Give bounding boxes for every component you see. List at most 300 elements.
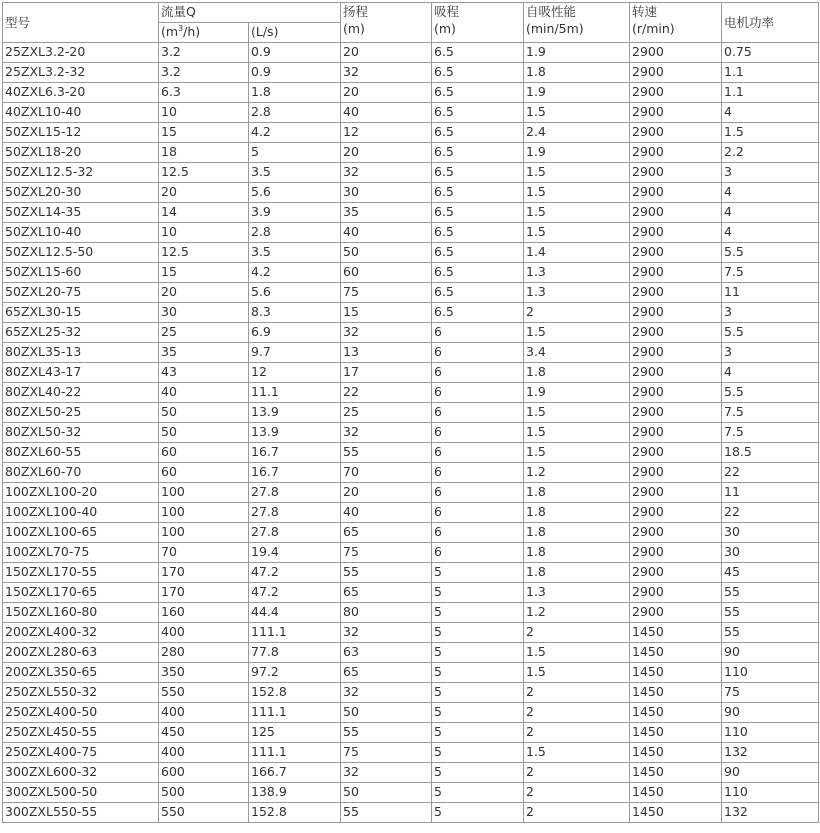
table-row <box>3 243 819 263</box>
cell-self-priming: 2 <box>524 763 630 783</box>
cell-head: 15 <box>341 303 432 323</box>
cell-suction: 6 <box>432 503 524 523</box>
table-row <box>3 783 819 803</box>
cell-model: 250ZXL400-50 <box>3 703 159 723</box>
cell-motor-power: 132 <box>722 743 819 763</box>
cell-self-priming: 1.5 <box>524 743 630 763</box>
cell-speed: 2900 <box>630 83 722 103</box>
cell-self-priming: 1.8 <box>524 563 630 583</box>
table-row <box>3 403 819 423</box>
table-row <box>3 163 819 183</box>
cell-flow-ls: 8.3 <box>249 303 341 323</box>
table-row <box>3 723 819 743</box>
cell-model: 80ZXL43-17 <box>3 363 159 383</box>
cell-head: 20 <box>341 83 432 103</box>
cell-self-priming: 1.8 <box>524 523 630 543</box>
table-row <box>3 443 819 463</box>
cell-motor-power: 2.2 <box>722 143 819 163</box>
cell-head: 65 <box>341 583 432 603</box>
cell-self-priming: 1.5 <box>524 423 630 443</box>
cell-model: 50ZXL15-12 <box>3 123 159 143</box>
cell-motor-power: 90 <box>722 763 819 783</box>
table-row <box>3 603 819 623</box>
cell-flow-ls: 4.2 <box>249 263 341 283</box>
cell-suction: 5 <box>432 643 524 663</box>
cell-flow-m3h: 18 <box>159 143 249 163</box>
cell-flow-m3h: 280 <box>159 643 249 663</box>
cell-speed: 2900 <box>630 43 722 63</box>
cell-suction: 6.5 <box>432 163 524 183</box>
cell-model: 150ZXL160-80 <box>3 603 159 623</box>
cell-speed: 2900 <box>630 363 722 383</box>
cell-head: 13 <box>341 343 432 363</box>
cell-head: 55 <box>341 803 432 823</box>
cell-model: 300ZXL600-32 <box>3 763 159 783</box>
cell-motor-power: 1.5 <box>722 123 819 143</box>
table-row <box>3 283 819 303</box>
cell-model: 25ZXL3.2-20 <box>3 43 159 63</box>
cell-self-priming: 2 <box>524 783 630 803</box>
cell-model: 40ZXL6.3-20 <box>3 83 159 103</box>
cell-flow-m3h: 170 <box>159 563 249 583</box>
cell-motor-power: 3 <box>722 163 819 183</box>
cell-suction: 6.5 <box>432 223 524 243</box>
cell-flow-m3h: 35 <box>159 343 249 363</box>
cell-speed: 2900 <box>630 183 722 203</box>
cell-suction: 5 <box>432 623 524 643</box>
cell-flow-m3h: 6.3 <box>159 83 249 103</box>
cell-speed: 2900 <box>630 223 722 243</box>
table-row <box>3 143 819 163</box>
table-row <box>3 803 819 823</box>
cell-self-priming: 1.5 <box>524 103 630 123</box>
cell-flow-ls: 138.9 <box>249 783 341 803</box>
cell-speed: 2900 <box>630 323 722 343</box>
cell-suction: 5 <box>432 803 524 823</box>
cell-speed: 1450 <box>630 783 722 803</box>
cell-flow-ls: 125 <box>249 723 341 743</box>
cell-flow-ls: 111.1 <box>249 743 341 763</box>
cell-suction: 5 <box>432 723 524 743</box>
cell-self-priming: 1.9 <box>524 43 630 63</box>
cell-self-priming: 1.9 <box>524 83 630 103</box>
cell-flow-m3h: 12.5 <box>159 163 249 183</box>
cell-self-priming: 2 <box>524 623 630 643</box>
cell-head: 35 <box>341 203 432 223</box>
cell-suction: 6.5 <box>432 83 524 103</box>
cell-motor-power: 90 <box>722 643 819 663</box>
header-head: 扬程 (m) <box>341 3 432 43</box>
cell-flow-ls: 5.6 <box>249 183 341 203</box>
cell-flow-ls: 111.1 <box>249 703 341 723</box>
table-row <box>3 563 819 583</box>
cell-self-priming: 1.5 <box>524 183 630 203</box>
table-row <box>3 203 819 223</box>
table-row <box>3 703 819 723</box>
cell-speed: 2900 <box>630 203 722 223</box>
cell-suction: 5 <box>432 783 524 803</box>
cell-flow-m3h: 30 <box>159 303 249 323</box>
header-flow: 流量Q <box>159 3 341 23</box>
cell-model: 200ZXL400-32 <box>3 623 159 643</box>
cell-suction: 6.5 <box>432 183 524 203</box>
cell-speed: 2900 <box>630 63 722 83</box>
table-row <box>3 123 819 143</box>
cell-speed: 1450 <box>630 743 722 763</box>
cell-model: 250ZXL550-32 <box>3 683 159 703</box>
cell-motor-power: 7.5 <box>722 263 819 283</box>
cell-self-priming: 2 <box>524 803 630 823</box>
cell-motor-power: 4 <box>722 103 819 123</box>
cell-head: 50 <box>341 243 432 263</box>
cell-suction: 6.5 <box>432 43 524 63</box>
cell-speed: 1450 <box>630 663 722 683</box>
cell-model: 250ZXL400-75 <box>3 743 159 763</box>
cell-suction: 6 <box>432 383 524 403</box>
cell-model: 40ZXL10-40 <box>3 103 159 123</box>
cell-head: 22 <box>341 383 432 403</box>
cell-speed: 2900 <box>630 163 722 183</box>
cell-speed: 2900 <box>630 283 722 303</box>
cell-flow-ls: 3.5 <box>249 163 341 183</box>
cell-flow-m3h: 170 <box>159 583 249 603</box>
cell-flow-m3h: 600 <box>159 763 249 783</box>
cell-motor-power: 18.5 <box>722 443 819 463</box>
cell-self-priming: 1.5 <box>524 443 630 463</box>
cell-flow-ls: 16.7 <box>249 463 341 483</box>
table-row <box>3 623 819 643</box>
cell-model: 50ZXL12.5-50 <box>3 243 159 263</box>
cell-model: 100ZXL100-65 <box>3 523 159 543</box>
table-row <box>3 423 819 443</box>
header-speed: 转速 (r/min) <box>630 3 722 43</box>
cell-self-priming: 2 <box>524 303 630 323</box>
cell-head: 20 <box>341 143 432 163</box>
cell-motor-power: 4 <box>722 203 819 223</box>
cell-suction: 6 <box>432 343 524 363</box>
cell-model: 50ZXL15-60 <box>3 263 159 283</box>
cell-head: 32 <box>341 623 432 643</box>
cell-flow-ls: 0.9 <box>249 63 341 83</box>
cell-motor-power: 0.75 <box>722 43 819 63</box>
cell-speed: 2900 <box>630 103 722 123</box>
cell-motor-power: 5.5 <box>722 383 819 403</box>
cell-speed: 2900 <box>630 403 722 423</box>
cell-suction: 6.5 <box>432 123 524 143</box>
cell-flow-m3h: 14 <box>159 203 249 223</box>
cell-head: 17 <box>341 363 432 383</box>
cell-flow-m3h: 550 <box>159 683 249 703</box>
cell-flow-ls: 1.8 <box>249 83 341 103</box>
cell-speed: 2900 <box>630 423 722 443</box>
cell-flow-ls: 47.2 <box>249 563 341 583</box>
cell-self-priming: 2 <box>524 683 630 703</box>
cell-flow-ls: 152.8 <box>249 803 341 823</box>
cell-flow-m3h: 20 <box>159 183 249 203</box>
table-row <box>3 463 819 483</box>
cell-head: 32 <box>341 763 432 783</box>
cell-self-priming: 2 <box>524 703 630 723</box>
cell-flow-ls: 12 <box>249 363 341 383</box>
cell-self-priming: 1.8 <box>524 63 630 83</box>
cell-flow-m3h: 15 <box>159 263 249 283</box>
table-row <box>3 263 819 283</box>
cell-suction: 6.5 <box>432 283 524 303</box>
cell-head: 63 <box>341 643 432 663</box>
cell-head: 80 <box>341 603 432 623</box>
cell-head: 25 <box>341 403 432 423</box>
cell-speed: 2900 <box>630 123 722 143</box>
header-self-priming: 自吸性能 (min/5m) <box>524 3 630 43</box>
cell-self-priming: 1.8 <box>524 483 630 503</box>
cell-motor-power: 3 <box>722 303 819 323</box>
cell-flow-ls: 111.1 <box>249 623 341 643</box>
cell-suction: 6 <box>432 323 524 343</box>
cell-self-priming: 1.8 <box>524 543 630 563</box>
cell-flow-m3h: 400 <box>159 623 249 643</box>
cell-suction: 6 <box>432 463 524 483</box>
table-row <box>3 83 819 103</box>
cell-model: 250ZXL450-55 <box>3 723 159 743</box>
cell-self-priming: 1.8 <box>524 503 630 523</box>
cell-self-priming: 1.2 <box>524 463 630 483</box>
cell-motor-power: 7.5 <box>722 403 819 423</box>
cell-motor-power: 1.1 <box>722 63 819 83</box>
cell-self-priming: 1.5 <box>524 203 630 223</box>
table-row <box>3 363 819 383</box>
cell-speed: 2900 <box>630 503 722 523</box>
cell-flow-m3h: 12.5 <box>159 243 249 263</box>
cell-model: 50ZXL20-75 <box>3 283 159 303</box>
cell-model: 50ZXL12.5-32 <box>3 163 159 183</box>
header-flow-m3h: $(m^3/h)$ <box>159 23 249 43</box>
cell-speed: 2900 <box>630 603 722 623</box>
cell-suction: 5 <box>432 563 524 583</box>
cell-flow-m3h: 160 <box>159 603 249 623</box>
cell-model: 100ZXL100-20 <box>3 483 159 503</box>
cell-model: 80ZXL50-32 <box>3 423 159 443</box>
table-row <box>3 183 819 203</box>
table-body <box>3 43 819 823</box>
cell-flow-m3h: 20 <box>159 283 249 303</box>
cell-model: 300ZXL500-50 <box>3 783 159 803</box>
cell-speed: 2900 <box>630 243 722 263</box>
cell-model: 50ZXL10-40 <box>3 223 159 243</box>
cell-head: 40 <box>341 223 432 243</box>
cell-model: 80ZXL60-70 <box>3 463 159 483</box>
cell-model: 100ZXL100-40 <box>3 503 159 523</box>
cell-motor-power: 5.5 <box>722 243 819 263</box>
table-header <box>3 3 819 43</box>
cell-suction: 5 <box>432 763 524 783</box>
cell-motor-power: 30 <box>722 523 819 543</box>
cell-motor-power: 55 <box>722 583 819 603</box>
table-row <box>3 343 819 363</box>
cell-flow-ls: 27.8 <box>249 503 341 523</box>
cell-motor-power: 132 <box>722 803 819 823</box>
table-row <box>3 643 819 663</box>
cell-speed: 2900 <box>630 543 722 563</box>
cell-flow-ls: 19.4 <box>249 543 341 563</box>
cell-speed: 1450 <box>630 643 722 663</box>
cell-suction: 5 <box>432 743 524 763</box>
cell-flow-ls: 16.7 <box>249 443 341 463</box>
cell-speed: 1450 <box>630 623 722 643</box>
cell-speed: 2900 <box>630 143 722 163</box>
cell-speed: 2900 <box>630 563 722 583</box>
table-row <box>3 583 819 603</box>
table-row <box>3 743 819 763</box>
header-flow-ls: (L/s) <box>249 23 341 43</box>
table-row <box>3 683 819 703</box>
pump-spec-table <box>2 2 819 823</box>
table-row <box>3 223 819 243</box>
cell-motor-power: 5.5 <box>722 323 819 343</box>
cell-model: 100ZXL70-75 <box>3 543 159 563</box>
cell-head: 32 <box>341 163 432 183</box>
cell-flow-m3h: 25 <box>159 323 249 343</box>
cell-head: 65 <box>341 523 432 543</box>
cell-flow-m3h: 10 <box>159 223 249 243</box>
cell-self-priming: 1.9 <box>524 383 630 403</box>
cell-flow-ls: 13.9 <box>249 423 341 443</box>
cell-self-priming: 1.5 <box>524 403 630 423</box>
cell-motor-power: 110 <box>722 663 819 683</box>
cell-model: 65ZXL25-32 <box>3 323 159 343</box>
cell-model: 200ZXL350-65 <box>3 663 159 683</box>
cell-head: 55 <box>341 723 432 743</box>
cell-flow-ls: 152.8 <box>249 683 341 703</box>
cell-suction: 6 <box>432 363 524 383</box>
cell-speed: 1450 <box>630 703 722 723</box>
cell-flow-ls: 47.2 <box>249 583 341 603</box>
cell-flow-ls: 3.9 <box>249 203 341 223</box>
cell-motor-power: 11 <box>722 483 819 503</box>
cell-self-priming: 1.5 <box>524 323 630 343</box>
table-row <box>3 63 819 83</box>
cell-speed: 2900 <box>630 263 722 283</box>
table-row <box>3 43 819 63</box>
cell-motor-power: 11 <box>722 283 819 303</box>
cell-model: 65ZXL30-15 <box>3 303 159 323</box>
cell-flow-m3h: 50 <box>159 403 249 423</box>
cell-flow-ls: 27.8 <box>249 523 341 543</box>
cell-model: 80ZXL60-55 <box>3 443 159 463</box>
cell-head: 55 <box>341 443 432 463</box>
cell-speed: 1450 <box>630 723 722 743</box>
cell-model: 80ZXL40-22 <box>3 383 159 403</box>
cell-motor-power: 55 <box>722 623 819 643</box>
cell-suction: 6.5 <box>432 63 524 83</box>
cell-head: 50 <box>341 703 432 723</box>
cell-head: 12 <box>341 123 432 143</box>
cell-flow-m3h: 400 <box>159 703 249 723</box>
cell-flow-m3h: 100 <box>159 483 249 503</box>
table-row <box>3 303 819 323</box>
cell-self-priming: 2.4 <box>524 123 630 143</box>
cell-motor-power: 75 <box>722 683 819 703</box>
cell-self-priming: 1.3 <box>524 583 630 603</box>
cell-head: 32 <box>341 323 432 343</box>
cell-flow-ls: 0.9 <box>249 43 341 63</box>
cell-suction: 6 <box>432 483 524 503</box>
cell-self-priming: 1.5 <box>524 643 630 663</box>
table-row <box>3 383 819 403</box>
cell-suction: 6.5 <box>432 143 524 163</box>
cell-flow-ls: 77.8 <box>249 643 341 663</box>
cell-model: 50ZXL20-30 <box>3 183 159 203</box>
cell-self-priming: 1.8 <box>524 363 630 383</box>
cell-model: 150ZXL170-55 <box>3 563 159 583</box>
cell-suction: 6.5 <box>432 103 524 123</box>
cell-model: 80ZXL50-25 <box>3 403 159 423</box>
cell-model: 50ZXL18-20 <box>3 143 159 163</box>
cell-motor-power: 45 <box>722 563 819 583</box>
cell-suction: 6 <box>432 543 524 563</box>
cell-head: 32 <box>341 63 432 83</box>
cell-speed: 2900 <box>630 583 722 603</box>
cell-flow-ls: 4.2 <box>249 123 341 143</box>
cell-flow-ls: 11.1 <box>249 383 341 403</box>
cell-head: 75 <box>341 743 432 763</box>
cell-suction: 5 <box>432 663 524 683</box>
cell-self-priming: 1.5 <box>524 223 630 243</box>
cell-flow-m3h: 550 <box>159 803 249 823</box>
cell-motor-power: 90 <box>722 703 819 723</box>
cell-flow-m3h: 60 <box>159 463 249 483</box>
cell-speed: 2900 <box>630 523 722 543</box>
cell-suction: 5 <box>432 703 524 723</box>
cell-flow-ls: 2.8 <box>249 223 341 243</box>
cell-self-priming: 1.4 <box>524 243 630 263</box>
cell-head: 32 <box>341 683 432 703</box>
cell-speed: 2900 <box>630 383 722 403</box>
cell-flow-ls: 9.7 <box>249 343 341 363</box>
cell-motor-power: 4 <box>722 183 819 203</box>
cell-self-priming: 3.4 <box>524 343 630 363</box>
cell-self-priming: 1.5 <box>524 663 630 683</box>
cell-model: 80ZXL35-13 <box>3 343 159 363</box>
cell-flow-ls: 27.8 <box>249 483 341 503</box>
cell-motor-power: 110 <box>722 723 819 743</box>
cell-flow-ls: 5 <box>249 143 341 163</box>
cell-flow-m3h: 450 <box>159 723 249 743</box>
cell-suction: 6 <box>432 443 524 463</box>
cell-self-priming: 1.3 <box>524 283 630 303</box>
cell-flow-m3h: 500 <box>159 783 249 803</box>
cell-speed: 2900 <box>630 463 722 483</box>
cell-flow-ls: 97.2 <box>249 663 341 683</box>
cell-flow-ls: 5.6 <box>249 283 341 303</box>
cell-flow-ls: 166.7 <box>249 763 341 783</box>
cell-head: 75 <box>341 283 432 303</box>
cell-model: 200ZXL280-63 <box>3 643 159 663</box>
cell-suction: 6 <box>432 423 524 443</box>
cell-flow-m3h: 70 <box>159 543 249 563</box>
cell-speed: 2900 <box>630 483 722 503</box>
cell-motor-power: 110 <box>722 783 819 803</box>
cell-flow-ls: 2.8 <box>249 103 341 123</box>
cell-speed: 2900 <box>630 443 722 463</box>
cell-flow-m3h: 15 <box>159 123 249 143</box>
cell-flow-m3h: 43 <box>159 363 249 383</box>
cell-self-priming: 1.5 <box>524 163 630 183</box>
cell-flow-m3h: 100 <box>159 503 249 523</box>
cell-flow-m3h: 3.2 <box>159 63 249 83</box>
cell-suction: 6 <box>432 403 524 423</box>
cell-motor-power: 4 <box>722 363 819 383</box>
header-suction: 吸程 (m) <box>432 3 524 43</box>
